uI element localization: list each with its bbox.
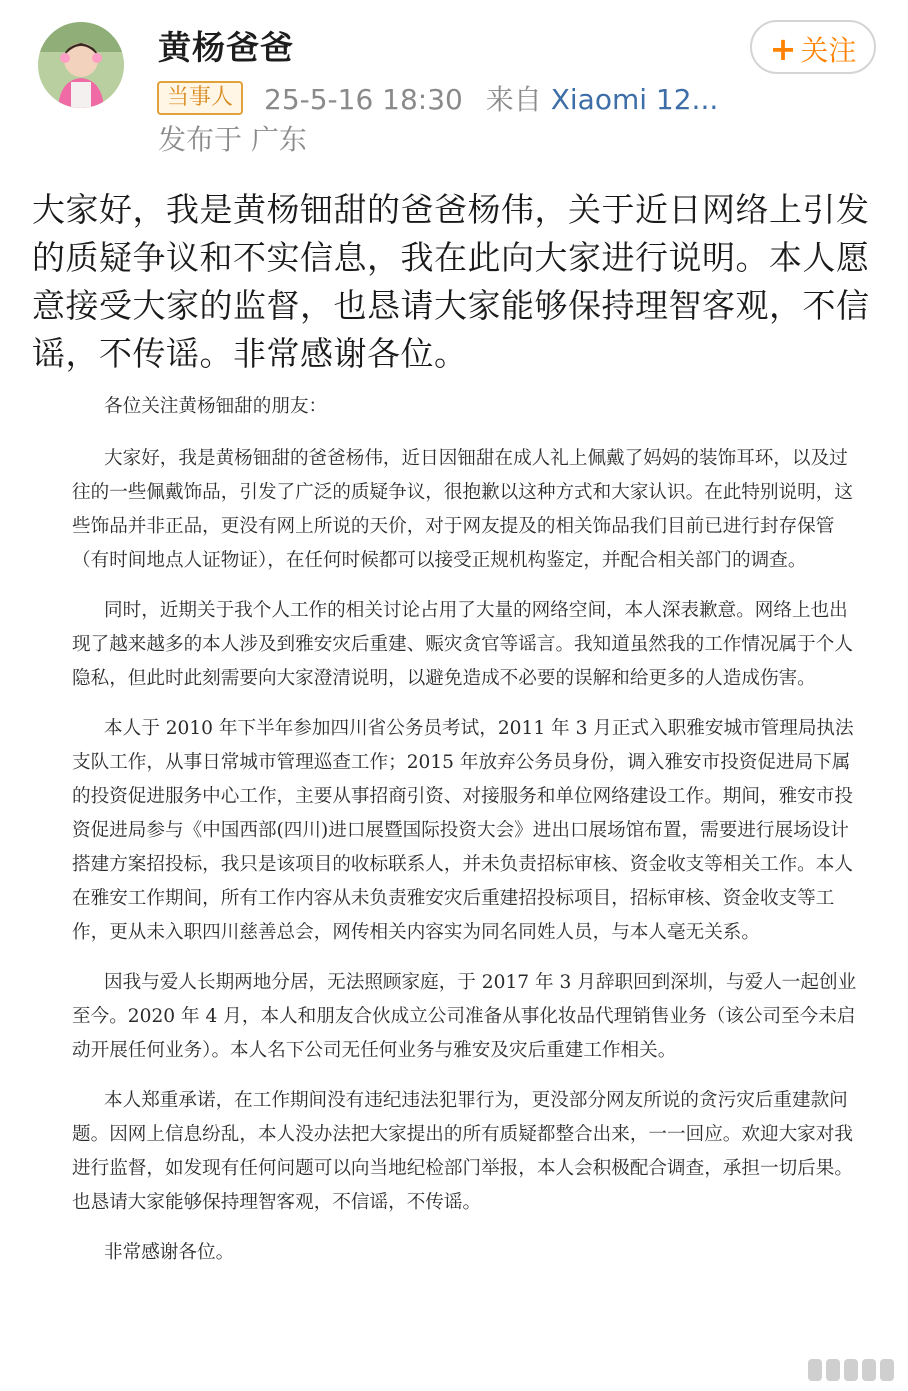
indicator-dot-icon — [844, 1359, 858, 1381]
image-more-indicator[interactable] — [808, 1357, 894, 1383]
letter-paragraph: 本人于 2010 年下半年参加四川省公务员考试，2011 年 3 月正式入职雅安城市管理局执法支队工作，从事日常城市管理巡查工作；2015 年放弃公务员身份，调入雅安市投资促进局下属的投资促进服务中心工作，主要从事招商引资、对接服务和单位网络建设工作。期间，雅安市投资促进局参与《中国西部(四川)进口展暨国际投资大会》进出口展场馆布置，需要进行展场设计搭建方案招投标，我只是该项目的收标联系人，并未负责招标审核、资金收支等相关工作。本人在雅安工作期间，所有工作内容从未负责雅安灾后重建招投标项目，招标审核、资金收支等工作，更从未入职四川慈善总会，网传相关内容实为同名同姓人员，与本人毫无关系。 — [72, 718, 854, 943]
statement-letter-image[interactable] — [32, 390, 878, 1286]
indicator-dot-icon — [862, 1359, 876, 1381]
avatar-photo-icon — [38, 22, 124, 108]
post-header — [0, 0, 908, 160]
post-location: 发布于 广东 — [158, 123, 307, 156]
follow-label: 关注 — [800, 34, 857, 67]
device-source-link[interactable]: Xiaomi 12... — [550, 83, 719, 116]
indicator-dot-icon — [880, 1359, 894, 1381]
source-prefix: 来自 — [485, 83, 542, 116]
avatar[interactable] — [38, 22, 124, 108]
plus-icon: + — [769, 30, 797, 68]
follow-button[interactable] — [750, 20, 876, 74]
indicator-dot-icon — [808, 1359, 822, 1381]
role-badge: 当事人 — [157, 81, 243, 115]
post-meta — [264, 78, 718, 118]
letter-salutation: 各位关注黄杨钿甜的朋友： — [104, 396, 328, 417]
letter-paragraph: 本人郑重承诺，在工作期间没有违纪违法犯罪行为，更没部分网友所说的贪污灾后重建款问题。因网上信息纷乱，本人没办法把大家提出的所有质疑都整合出来，一一回应。欢迎大家对我进行监督，如发现有任何问题可以向当地纪检部门举报，本人会积极配合调查，承担一切后果。也恳请大家能够保持理智客观，不信谣，不传谣。 — [72, 1090, 853, 1213]
post-time: 25-5-16 18:30 — [264, 83, 463, 116]
user-name[interactable]: 黄杨爸爸 — [158, 28, 294, 67]
indicator-dot-icon — [826, 1359, 840, 1381]
post-text: 大家好，我是黄杨钿甜的爸爸杨伟，关于近日网络上引发的质疑争议和不实信息，我在此向大家进行说明。本人愿意接受大家的监督，也恳请大家能够保持理智客观，不信谣，不传谣。非常感谢各位。 — [32, 190, 870, 373]
letter-closing: 非常感谢各位。 — [104, 1242, 235, 1263]
letter-paragraph: 同时，近期关于我个人工作的相关讨论占用了大量的网络空间，本人深表歉意。网络上也出现了越来越多的本人涉及到雅安灾后重建、赈灾贪官等谣言。我知道虽然我的工作情况属于个人隐私，但此时此刻需要向大家澄清说明，以避免造成不必要的误解和给更多的人造成伤害。 — [72, 600, 853, 689]
letter-paragraph: 大家好，我是黄杨钿甜的爸爸杨伟，近日因钿甜在成人礼上佩戴了妈妈的装饰耳环，以及过往的一些佩戴饰品，引发了广泛的质疑争议，很抱歉以这种方式和大家认识。在此特别说明，这些饰品并非正品，更没有网上所说的天价，对于网友提及的相关饰品我们目前已进行封存保管（有时间地点人证物证），在任何时候都可以接受正规机构鉴定，并配合相关部门的调查。 — [72, 448, 853, 571]
letter-paragraph: 因我与爱人长期两地分居，无法照顾家庭，于 2017 年 3 月辞职回到深圳，与爱人一起创业至今。2020 年 4 月，本人和朋友合伙成立公司准备从事化妆品代理销售业务（该公司至今未启动开展任何业务）。本人名下公司无任何业务与雅安及灾后重建工作相关。 — [72, 972, 857, 1061]
